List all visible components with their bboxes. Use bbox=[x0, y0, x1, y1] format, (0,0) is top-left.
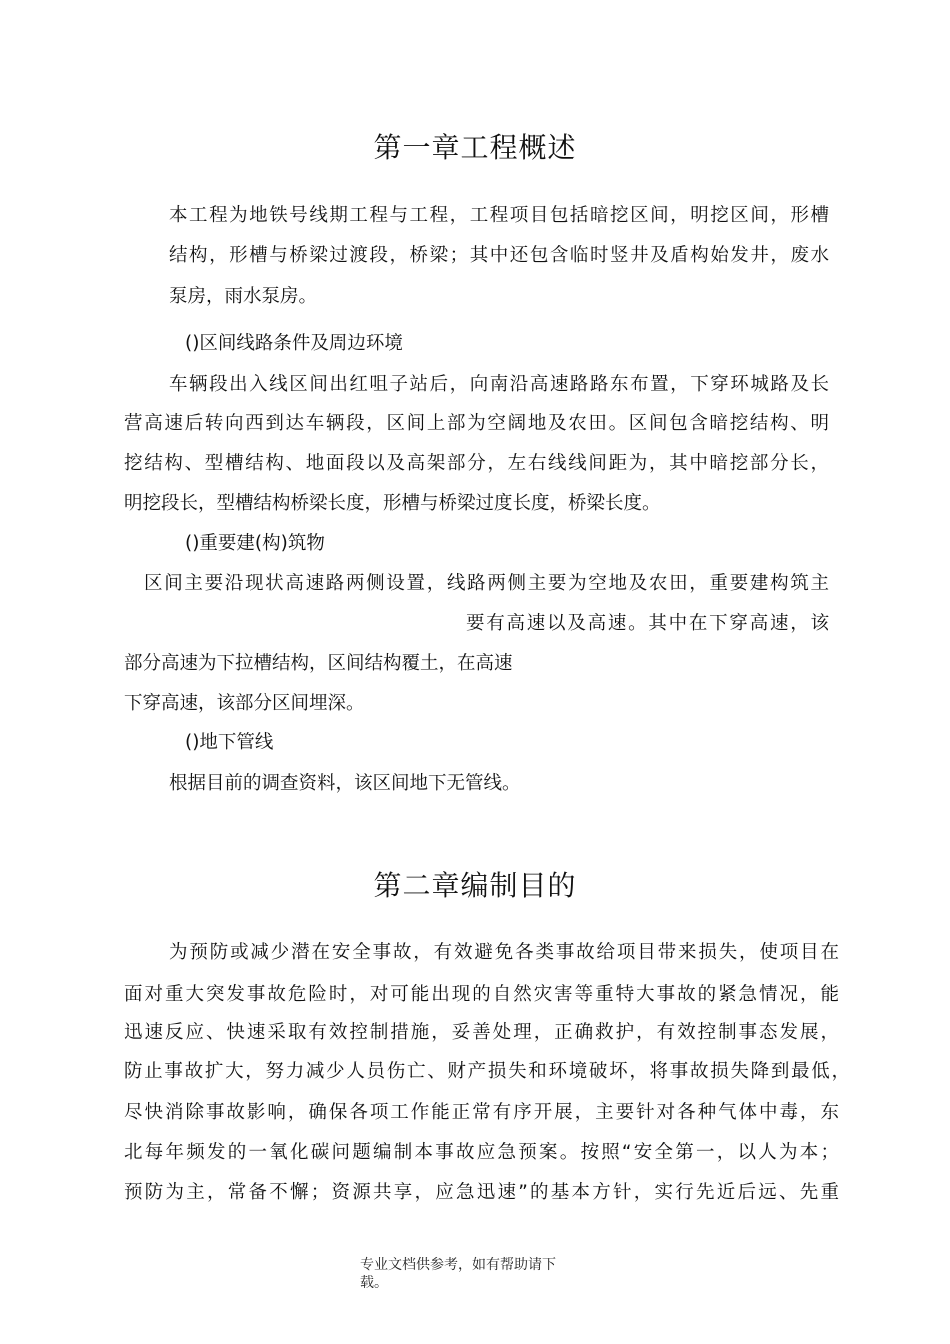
section-2-line-4: 下穿高速，该部分区间埋深。 bbox=[124, 693, 365, 714]
footer-line-1: 专业文档供参考，如有帮助请下 bbox=[360, 1257, 556, 1273]
section-2-heading: ()重要建(构)筑物 bbox=[185, 533, 325, 554]
chapter-2-line-2: 面对重大突发事故危险时，对可能出现的自然灾害等重特大事故的紧急情况，能 bbox=[124, 984, 839, 1005]
section-1-line-1: 车辆段出入线区间出红咀子站后，向南沿高速路路东布置，下穿环城路及长 bbox=[169, 374, 829, 395]
chapter-2-title: 第二章编制目的 bbox=[373, 869, 577, 902]
chapter-2-line-4: 防止事故扩大，努力减少人员伤亡、财产损失和环境破坏，将事故损失降到最低， bbox=[124, 1061, 850, 1082]
section-3-text: 根据目前的调查资料，该区间地下无管线。 bbox=[169, 773, 521, 794]
section-1-line-3: 挖结构、型槽结构、地面段以及高架部分，左右线线间距为，其中暗挖部分长， bbox=[124, 453, 829, 474]
chapter-2-line-3: 迅速反应、快速采取有效控制措施，妥善处理，正确救护，有效控制事态发展， bbox=[124, 1022, 839, 1043]
intro-line-3: 泵房，雨水泵房。 bbox=[169, 286, 318, 307]
chapter-2-line-5: 尽快消除事故影响，确保各项工作能正常有序开展，主要针对各种气体中毒，东 bbox=[124, 1102, 839, 1123]
chapter-2-line-6: 北每年频发的一氧化碳问题编制本事故应急预案。按照“安全第一，以人为本； bbox=[124, 1142, 839, 1163]
footer-line-2: 载。 bbox=[360, 1275, 388, 1291]
chapter-2-line-1: 为预防或减少潜在安全事故，有效避免各类事故给项目带来损失，使项目在 bbox=[169, 942, 839, 963]
section-1-heading: ()区间线路条件及周边环境 bbox=[185, 333, 403, 354]
section-1-line-2: 营高速后转向西到达车辆段，区间上部为空阔地及农田。区间包含暗挖结构、明 bbox=[124, 413, 829, 434]
chapter-2-line-7: 预防为主，常备不懈；资源共享，应急迅速”的基本方针，实行先近后远、先重 bbox=[124, 1182, 839, 1203]
intro-line-2: 结构，形槽与桥梁过渡段，桥梁；其中还包含临时竖井及盾构始发井，废水 bbox=[169, 245, 829, 266]
intro-line-1: 本工程为地铁号线期工程与工程，工程项目包括暗挖区间，明挖区间，形槽 bbox=[169, 205, 829, 226]
section-3-heading: ()地下管线 bbox=[185, 732, 274, 753]
section-2-line-1: 区间主要沿现状高速路两侧设置，线路两侧主要为空地及农田，重要建构筑主 bbox=[144, 573, 829, 594]
section-1-line-4: 明挖段长，型槽结构桥梁长度，形槽与桥梁过度长度，桥梁长度。 bbox=[124, 493, 661, 514]
section-2-line-3: 部分高速为下拉槽结构，区间结构覆土，在高速 bbox=[124, 653, 513, 674]
section-2-line-2: 要有高速以及高速。其中在下穿高速，该 bbox=[466, 613, 829, 634]
chapter-1-title: 第一章工程概述 bbox=[373, 131, 577, 164]
